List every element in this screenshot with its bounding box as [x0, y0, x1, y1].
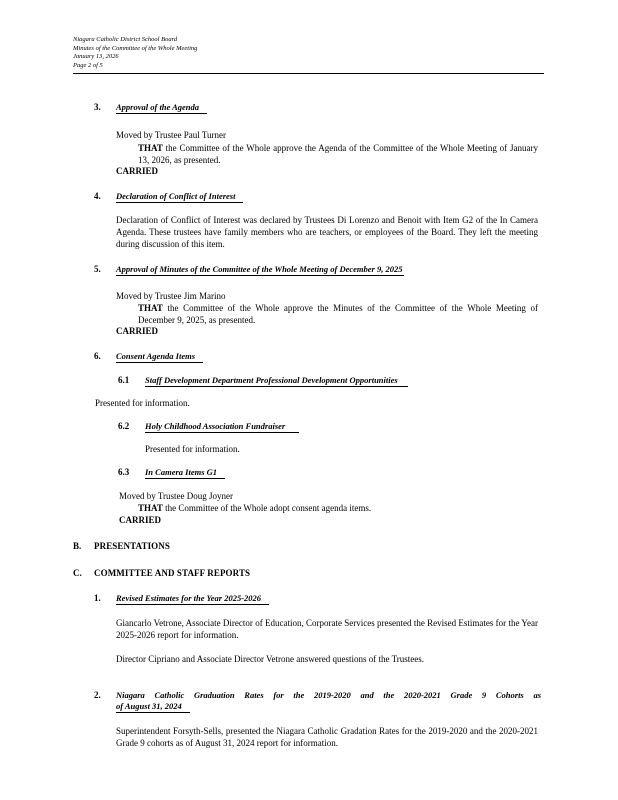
item-6-3-number: 6.3: [118, 467, 130, 477]
item-3-title: Approval of the Agenda: [116, 101, 207, 114]
item-4-number: 4.: [94, 191, 101, 201]
item-6-2-text: Presented for information.: [145, 444, 240, 454]
item-6-carried: CARRIED: [119, 515, 162, 525]
item-6-1-number: 6.1: [118, 375, 130, 385]
header-meeting-title: Minutes of the Committee of the Whole Meeting: [73, 44, 198, 52]
item-6-title: Consent Agenda Items: [116, 350, 203, 363]
section-b-letter: B.: [73, 541, 82, 551]
item-3-moved: Moved by Trustee Paul Turner: [116, 130, 227, 140]
c2-title-line-1: Niagara Catholic Graduation Rates for the 2019-2020 and the 2020-2021 Grade 9 Cohorts as: [116, 690, 541, 700]
item-3-number: 3.: [94, 102, 101, 112]
item-5-motion-text: the Committee of the Whole approve the Minutes of the Committee of the Whole Meeting of December 9, 2025, as presented.: [138, 303, 538, 325]
item-6-that: THAT: [138, 503, 163, 513]
section-c-letter: C.: [73, 568, 82, 578]
item-5-moved: Moved by Trustee Jim Marino: [116, 291, 226, 301]
item-5-title: Approval of Minutes of the Committee of the Whole Meeting of December 9, 2025: [116, 264, 403, 274]
c1-number: 1.: [94, 593, 101, 603]
item-3-motion: [138, 142, 538, 166]
section-b-title: PRESENTATIONS: [94, 541, 170, 551]
item-5-that: THAT: [138, 303, 163, 313]
item-6-1-title: Staff Development Department Professional Development Opportunities: [145, 374, 408, 387]
header-board-name: Niagara Catholic District School Board: [73, 36, 178, 43]
item-5-number: 5.: [94, 264, 101, 274]
c2-title-line-2: of August 31, 2024: [116, 700, 190, 713]
item-6-1-text: Presented for information.: [95, 398, 190, 408]
item-3-that: THAT: [138, 143, 163, 153]
c2-number: 2.: [94, 690, 101, 700]
item-6-2-title: Holy Childhood Association Fundraiser: [145, 420, 299, 433]
item-6-motion: [138, 502, 371, 514]
header-page-number: Page 2 of 5: [73, 61, 103, 69]
item-6-2-number: 6.2: [118, 421, 130, 431]
item-6-motion-text: the Committee of the Whole adopt consent agenda items.: [162, 503, 372, 513]
page-header: [73, 36, 197, 70]
item-6-3-title: In Camera Items G1: [145, 466, 225, 479]
item-3-motion-text: the Committee of the Whole approve the Agenda of the Committee of the Whole Meeting of January 13, 2026, as presented.: [138, 143, 538, 165]
section-c-title: COMMITTEE AND STAFF REPORTS: [94, 568, 251, 578]
item-4-text: Declaration of Conflict of Interest was declared by Trustees Di Lorenzo and Benoit with Item G2 of the In Camera Agenda. These trustees have family members who are teachers, or employees of the Board. They left the meeting during discussion of this item.: [116, 215, 538, 249]
item-5-carried: CARRIED: [116, 326, 159, 336]
item-4-title: Declaration of Conflict of Interest: [116, 190, 243, 203]
c1-paragraph-2: Director Cipriano and Associate Director Vetrone answered questions of the Trustees.: [116, 654, 425, 664]
c1-paragraph-1: Giancarlo Vetrone, Associate Director of Education, Corporate Services presented the Revised Estimates for the Year 2025-2026 report for information.: [116, 618, 538, 640]
item-6-moved: Moved by Trustee Doug Joyner: [119, 491, 233, 501]
c1-title: Revised Estimates for the Year 2025-2026: [116, 592, 269, 605]
c2-paragraph-1: Superintendent Forsyth-Sells, presented the Niagara Catholic Gradation Rates for the 2019-2020 and the 2020-2021 Grade 9 cohorts as of August 31, 2024 report for information.: [116, 726, 538, 748]
header-date: January 13, 2026: [73, 53, 119, 61]
header-rule: [73, 73, 544, 74]
item-5-motion: [138, 302, 538, 326]
item-3-carried: CARRIED: [116, 166, 159, 176]
item-6-number: 6.: [94, 351, 101, 361]
